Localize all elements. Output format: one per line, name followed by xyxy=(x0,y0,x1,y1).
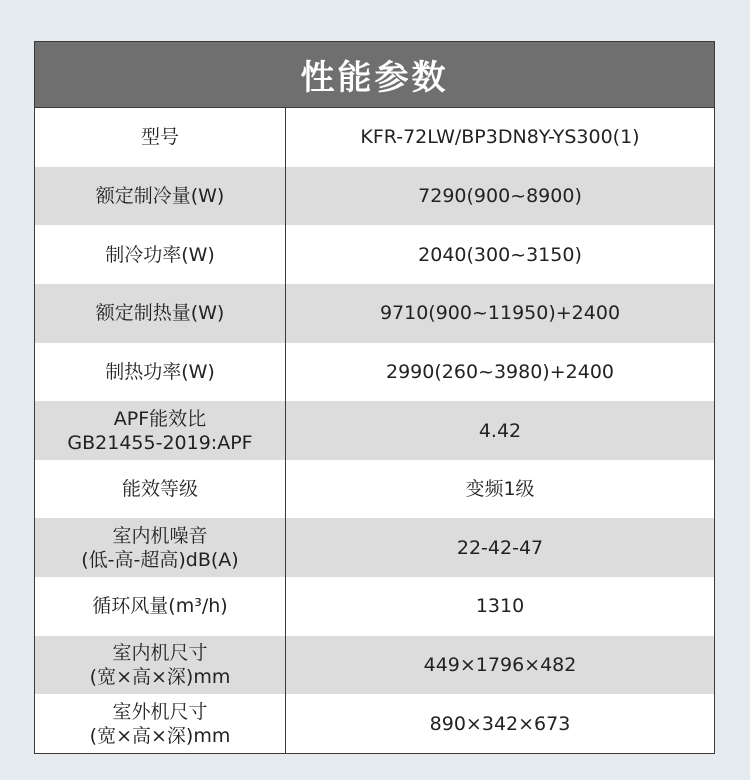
row-value: KFR-72LW/BP3DN8Y-YS300(1) xyxy=(360,126,640,149)
row-label xyxy=(35,694,286,753)
row-label xyxy=(35,225,286,284)
row-label xyxy=(35,108,286,167)
spec-table xyxy=(34,41,715,754)
row-label xyxy=(35,460,286,519)
row-value: 449×1796×482 xyxy=(423,654,577,677)
row-value: 1310 xyxy=(475,595,525,618)
row-value: 7290(900~8900) xyxy=(418,184,582,207)
row-label-line: 室外机尺寸 xyxy=(112,700,208,723)
table-row xyxy=(35,108,714,167)
row-label-line: APF能效比 xyxy=(113,407,207,430)
row-value: 22-42-47 xyxy=(456,536,544,559)
row-label-line: (低-高-超高)dB(A) xyxy=(81,548,239,571)
row-value: 9710(900~11950)+2400 xyxy=(379,302,621,325)
row-label-line: 能效等级 xyxy=(121,478,198,501)
table-title: 性能参数 xyxy=(35,42,714,108)
table-row xyxy=(35,636,714,695)
table-row xyxy=(35,401,714,460)
table-row xyxy=(35,167,714,226)
table-row xyxy=(35,694,714,753)
row-label-line: 额定制冷量(W) xyxy=(95,184,225,207)
row-label xyxy=(35,343,286,402)
row-label-line: (宽×高×深)mm xyxy=(89,724,231,747)
row-label-line: (宽×高×深)mm xyxy=(89,666,231,689)
row-label xyxy=(35,284,286,343)
row-label xyxy=(35,167,286,226)
row-value: 2040(300~3150) xyxy=(418,243,582,266)
table-row xyxy=(35,518,714,577)
table-row xyxy=(35,460,714,519)
row-label xyxy=(35,636,286,695)
row-label-line: 制热功率(W) xyxy=(105,360,215,383)
row-label-line: GB21455-2019:APF xyxy=(67,431,253,454)
table-row xyxy=(35,284,714,343)
row-label-line: 循环风量(m³/h) xyxy=(92,595,228,618)
row-value: 890×342×673 xyxy=(429,712,571,735)
table-row xyxy=(35,225,714,284)
row-value: 变频1级 xyxy=(465,478,535,501)
spec-rows xyxy=(35,108,714,753)
row-label-line: 室内机噪音 xyxy=(112,524,208,547)
table-row xyxy=(35,577,714,636)
row-label-line: 额定制热量(W) xyxy=(95,302,225,325)
row-value: 2990(260~3980)+2400 xyxy=(386,360,614,383)
row-label xyxy=(35,577,286,636)
row-label xyxy=(35,401,286,460)
row-label xyxy=(35,518,286,577)
row-label-line: 型号 xyxy=(140,126,179,149)
row-label-line: 制冷功率(W) xyxy=(105,243,215,266)
row-label-line: 室内机尺寸 xyxy=(112,642,208,665)
row-value: 4.42 xyxy=(478,419,522,442)
table-row xyxy=(35,343,714,402)
